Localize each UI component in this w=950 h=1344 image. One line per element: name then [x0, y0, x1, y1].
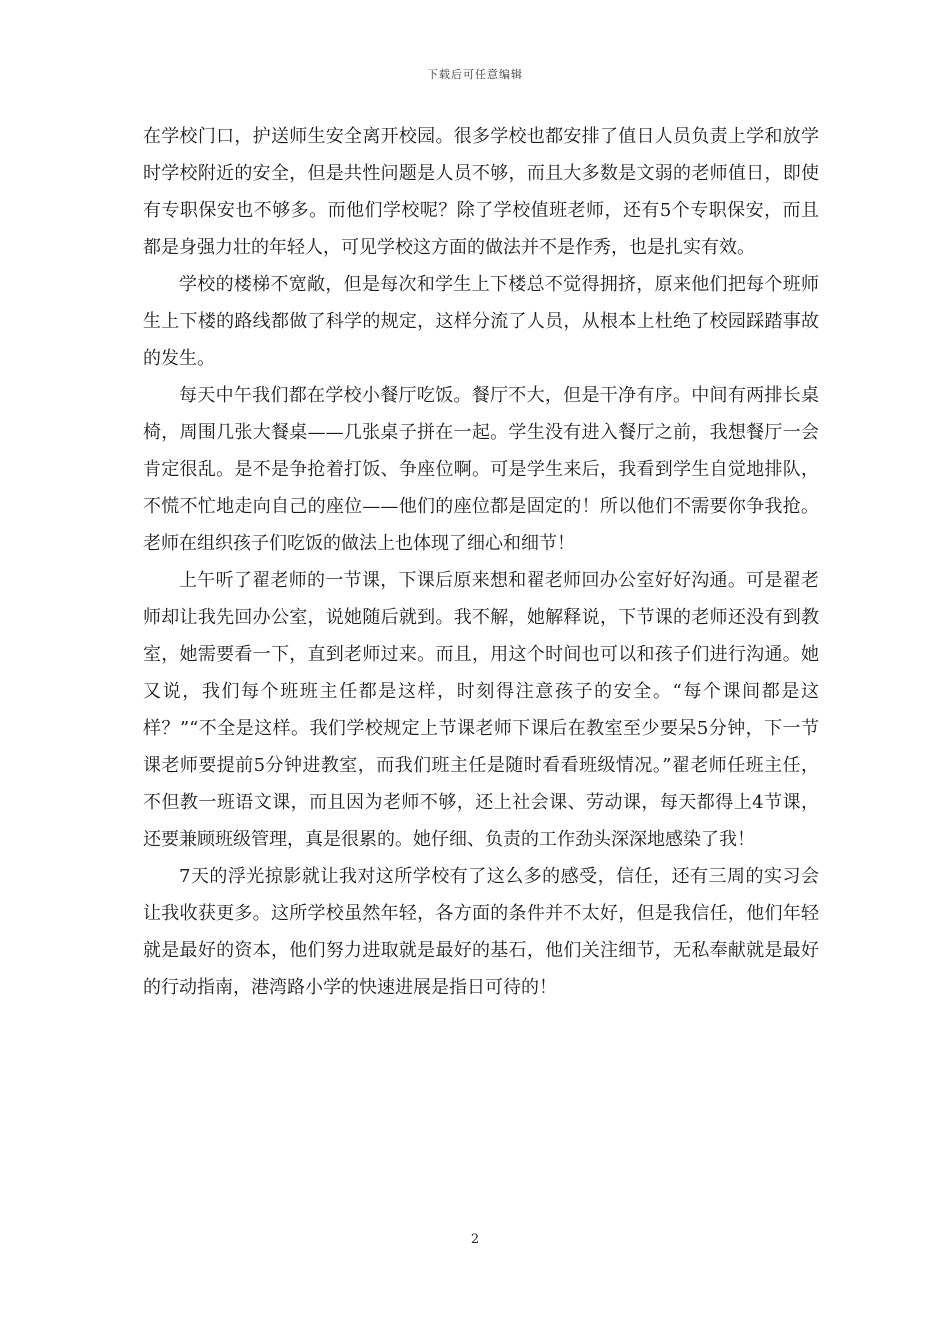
paragraph-1: 在学校门口，护送师生安全离开校园。很多学校也都安排了值日人员负责上学和放学时学校附近的安全，但是共性问题是人员不够，而且大多数是文弱的老师值日，即使有专职保安也不够多。而他们学校呢？除了学校值班老师，还有5个专职保安，而且都是身强力壮的年轻人，可见学校这方面的做法并不是作秀，也是扎实有效。: [143, 126, 819, 258]
document-body: [143, 118, 819, 1006]
paragraph-2: 学校的楼梯不宽敞，但是每次和学生上下楼总不觉得拥挤，原来他们把每个班师生上下楼的路线都做了科学的规定，这样分流了人员，从根本上杜绝了校园踩踏事故的发生。: [143, 274, 819, 369]
page-header: 下载后可任意编辑: [427, 68, 523, 81]
page-number: 2: [470, 1232, 480, 1247]
paragraph-5: 7天的浮光掠影就让我对这所学校有了这么多的感受，信任，还有三周的实习会让我收获更多。这所学校虽然年轻，各方面的条件并不太好，但是我信任，他们年轻就是最好的资本，他们努力进取就是最好的基石，他们关注细节，无私奉献就是最好的行动指南，港湾路小学的快速进展是指日可待的！: [143, 866, 819, 998]
paragraph-4: 上午听了翟老师的一节课，下课后原来想和翟老师回办公室好好沟通。可是翟老师却让我先回办公室，说她随后就到。我不解，她解释说，下节课的老师还没有到教室，她需要看一下，直到老师过来。而且，用这个时间也可以和孩子们进行沟通。她又说，我们每个班班主任都是这样，时刻得注意孩子的安全。“每个课间都是这样？”“不全是这样。我们学校规定上节课老师下课后在教室至少要呆5分钟，下一节课老师要提前5分钟进教室，而我们班主任是随时看看班级情况。”翟老师任班主任，不但教一班语文课，而且因为老师不够，还上社会课、劳动课，每天都得上4节课，还要兼顾班级管理，真是很累的。她仔细、负责的工作劲头深深地感染了我！: [143, 570, 819, 850]
paragraph-3: 每天中午我们都在学校小餐厅吃饭。餐厅不大，但是干净有序。中间有两排长桌椅，周围几张大餐桌——几张桌子拼在一起。学生没有进入餐厅之前，我想餐厅一会肯定很乱。是不是争抢着打饭、争座位啊。可是学生来后，我看到学生自觉地排队，不慌不忙地走向自己的座位——他们的座位都是固定的！所以他们不需要你争我抢。老师在组织孩子们吃饭的做法上也体现了细心和细节！: [143, 385, 819, 554]
